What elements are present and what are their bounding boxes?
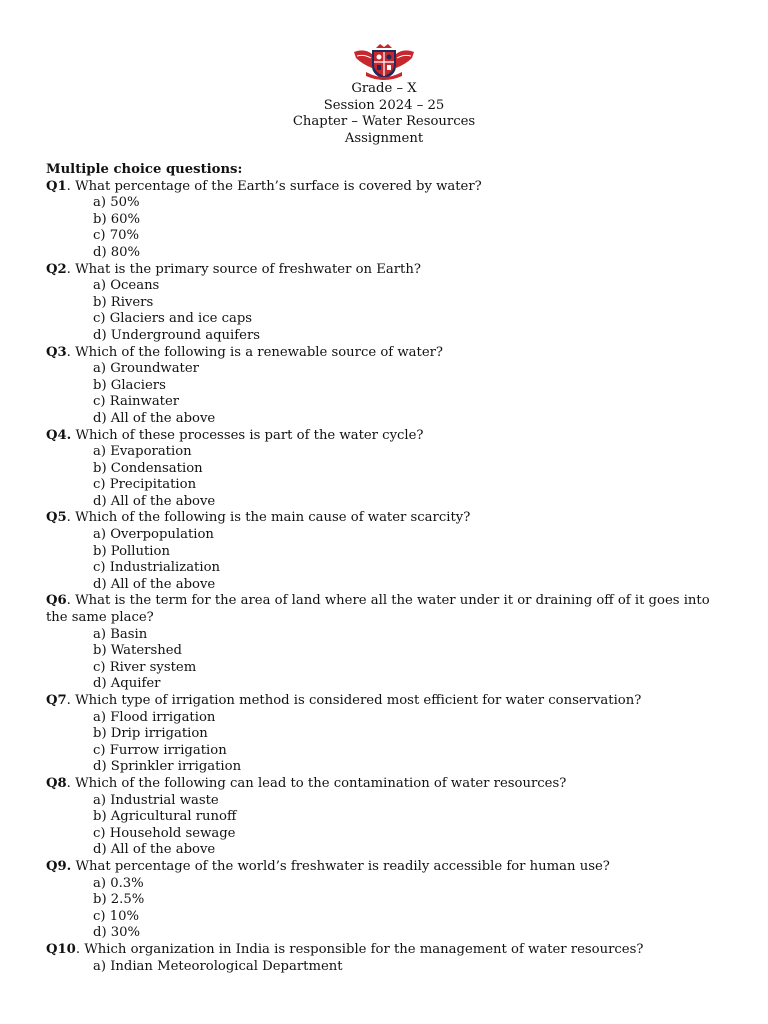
answer-option: b) Glaciers	[93, 377, 166, 393]
question-text	[46, 510, 726, 527]
answer-option: a) Overpopulation	[93, 527, 214, 543]
question-block	[46, 693, 726, 776]
chapter-label: Chapter – Water Resources	[292, 114, 476, 130]
answer-option: c) River system	[93, 659, 197, 675]
question-block	[46, 262, 726, 345]
answer-option: d) Underground aquifers	[93, 327, 261, 343]
answer-option: b) 2.5%	[93, 892, 145, 908]
question-text	[46, 593, 726, 626]
answer-option: a) 0.3%	[93, 875, 144, 891]
question-separator: .	[66, 178, 76, 194]
answer-option: c) 70%	[93, 228, 140, 244]
answer-option: d) All of the above	[93, 576, 216, 592]
question-block	[46, 859, 726, 942]
question-separator: .	[75, 941, 85, 957]
answer-option: d) 80%	[93, 244, 141, 260]
question-body: What percentage of the world’s freshwater is readily accessible for human use?	[75, 858, 610, 874]
answer-option: c) Industrialization	[93, 560, 221, 576]
question-number: Q3	[46, 344, 67, 360]
answer-option: d) 30%	[93, 925, 141, 941]
question-number: Q7	[46, 693, 67, 708]
answer-option: c) 10%	[93, 908, 140, 924]
assignment-label: Assignment	[344, 130, 424, 146]
answer-option: a) 50%	[93, 195, 140, 211]
question-text	[46, 693, 726, 710]
question-text	[46, 428, 726, 445]
answer-option: b) Agricultural runoff	[93, 809, 237, 825]
question-body: What is the primary source of freshwater on Earth?	[75, 261, 421, 277]
question-block	[46, 510, 726, 593]
question-body: Which type of irrigation method is considered most efficient for water conservation?	[75, 693, 642, 708]
question-text	[46, 262, 726, 279]
question-body: Which of the following is a renewable source of water?	[75, 344, 443, 360]
answer-option: b) Watershed	[93, 643, 182, 659]
answer-option: c) Precipitation	[93, 477, 197, 493]
question-number: Q10	[46, 941, 76, 957]
answer-option: b) Drip irrigation	[93, 726, 208, 742]
document-header	[0, 81, 768, 147]
question-separator: .	[66, 775, 76, 791]
question-separator: .	[66, 593, 76, 609]
question-text	[46, 859, 726, 876]
answer-option: a) Oceans	[93, 278, 160, 294]
question-body: What percentage of the Earth’s surface is covered by water?	[75, 178, 482, 194]
question-block	[46, 776, 726, 859]
question-body: What is the term for the area of land where all the water under it or draining off of it goes into the same place?	[46, 593, 710, 626]
question-number: Q2	[46, 261, 67, 277]
answer-option: d) Sprinkler irrigation	[93, 759, 242, 775]
question-block	[46, 179, 726, 262]
answer-option: a) Basin	[93, 626, 148, 642]
question-separator: .	[66, 261, 76, 277]
question-list	[46, 179, 726, 976]
question-block	[46, 942, 726, 975]
question-number: Q1	[46, 178, 67, 194]
question-text	[46, 942, 726, 959]
answer-option: c) Furrow irrigation	[93, 742, 227, 758]
answer-option: b) 60%	[93, 211, 141, 227]
question-number: Q4.	[46, 427, 72, 443]
question-body: Which of the following is the main cause of water scarcity?	[75, 510, 471, 526]
answer-option: d) All of the above	[93, 842, 216, 858]
answer-option: a) Evaporation	[93, 444, 192, 460]
answer-option: a) Flood irrigation	[93, 709, 216, 725]
question-number: Q6	[46, 593, 67, 609]
question-separator: .	[66, 693, 76, 708]
answer-option: a) Indian Meteorological Department	[93, 958, 343, 974]
question-separator: .	[66, 510, 76, 526]
answer-option: b) Pollution	[93, 543, 170, 559]
answer-option: c) Household sewage	[93, 825, 236, 841]
question-block	[46, 428, 726, 511]
school-crest-icon	[352, 42, 416, 80]
question-separator: .	[66, 344, 76, 360]
question-text	[46, 345, 726, 362]
answer-option: d) Aquifer	[93, 676, 161, 692]
answer-option: d) All of the above	[93, 410, 216, 426]
question-body: Which of these processes is part of the water cycle?	[75, 427, 424, 443]
question-number: Q9.	[46, 858, 72, 874]
question-number: Q8	[46, 775, 67, 791]
grade-label: Grade – X	[351, 81, 417, 96]
question-block	[46, 593, 726, 693]
answer-option: c) Glaciers and ice caps	[93, 311, 253, 327]
answer-option: a) Groundwater	[93, 361, 199, 377]
answer-option: a) Industrial waste	[93, 792, 219, 808]
question-section	[46, 162, 726, 975]
question-text	[46, 776, 726, 793]
answer-option: c) Rainwater	[93, 394, 180, 410]
question-body: Which organization in India is responsible for the management of water resources?	[84, 941, 644, 957]
section-title: Multiple choice questions:	[46, 162, 243, 177]
answer-option: d) All of the above	[93, 493, 216, 509]
answer-option: b) Condensation	[93, 460, 203, 476]
question-number: Q5	[46, 510, 67, 526]
question-body: Which of the following can lead to the contamination of water resources?	[75, 775, 567, 791]
session-label: Session 2024 – 25	[323, 97, 445, 113]
answer-option: b) Rivers	[93, 294, 154, 310]
question-block	[46, 345, 726, 428]
question-text	[46, 179, 726, 196]
